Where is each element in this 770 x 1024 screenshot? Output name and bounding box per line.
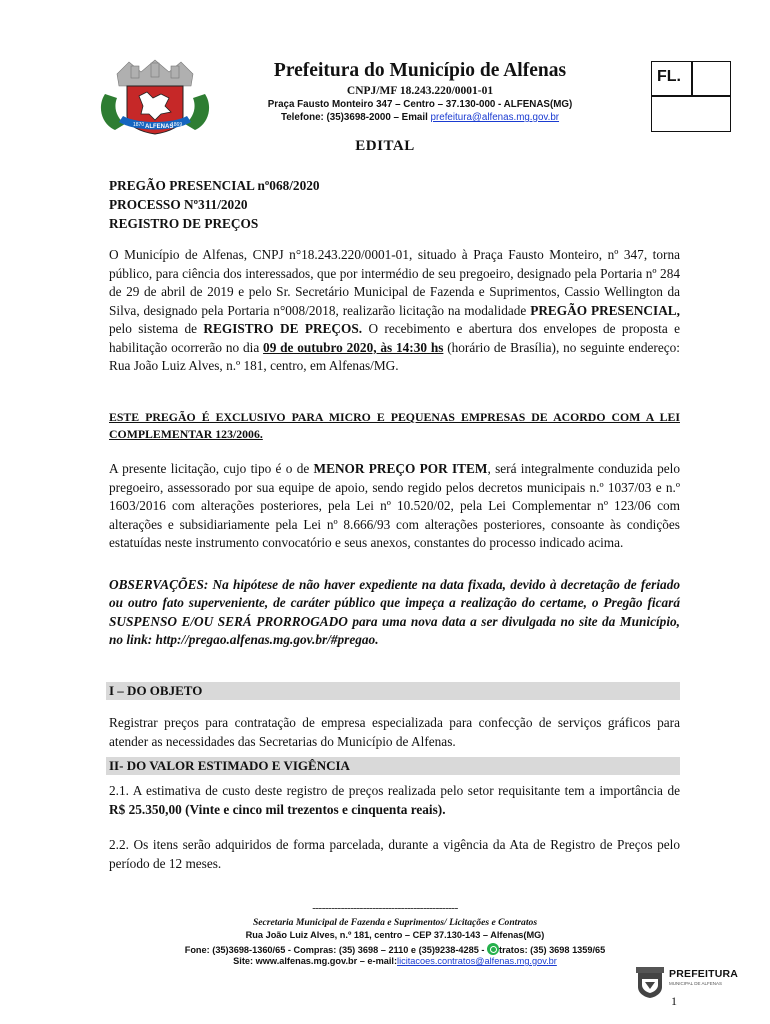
page-number: 1 [671,994,677,1008]
footer-site: Site: www.alfenas.mg.gov.br – e-mail:licitacoes.contratos@alfenas.mg.gov.br [233,956,557,966]
municipality-title: Prefeitura do Município de Alfenas [273,60,567,81]
crest-year-left: 1870 [133,122,145,128]
header-contact [230,112,610,123]
footer-phones: Fone: (35)3698-1360/65 - Compras: (35) 3698 – 2110 e (35)9238-4285 - tratos: (35) 3698 1359/65 [184,945,606,955]
header-phone: Telefone: (35)3698-2000 – Email [280,112,431,123]
document-title: EDITAL [355,138,415,154]
type-paragraph: A presente licitação, cujo tipo é o de MENOR PREÇO POR ITEM, será integralmente conduzida pelo pregoeiro, assessorado por sua equipe de apoio, sendo regido pelos decretos municipais n.º 1037/03 e n.º 1603/2016 com alterações posteriores, pela Lei nº 10.520/02, pela Lei Complementar nº 123/06 com alterações e subsidiariamente pela Lei nº 8.666/93 com alterações posteriores, consoante às condições estatuídas neste instrumento convocatório e seus anexos, constantes do processo indicado acima. [109,461,680,550]
header-email-link[interactable]: prefeitura@alfenas.mg.gov.br [430,112,560,123]
crest-text: ALFENAS [145,124,174,130]
exclusive-notice: ESTE PREGÃO É EXCLUSIVO PARA MICRO E PEQUENAS EMPRESAS DE ACORDO COM A LEI COMPLEMENTAR 123/2006. [109,410,680,441]
folio-label: FL. [657,68,681,85]
processo-number: PROCESSO Nº311/2020 [109,197,248,212]
footer-secretaria: Secretaria Municipal de Fazenda e Suprimentos/ Licitações e Contratos [252,917,538,928]
footer-divider: ---------------------------------------------- [312,902,458,914]
section-heading-valor: II- DO VALOR ESTIMADO E VIGÊNCIA [106,757,680,775]
observations-paragraph: OBSERVAÇÕES: Na hipótese de não haver expediente na data fixada, devido à decretação de feriado ou outro fato superveniente, de caráter público que impeça a realização do certame, o Pregão ficará SUSPENSO E/OU SERÁ PRORROGADO para uma nova data a ser divulgada no site da Município, no link: http://pregao.alfenas.mg.gov.br/#pregao. [109,577,680,647]
footer-logo-sub: MUNICIPAL DE ALFENAS [669,981,723,986]
valor-paragraph: 2.1. A estimativa de custo deste registro de preços realizada pelo setor requisitante tem a importância de R$ 25.350,00 (Vinte e cinco mil trezentos e cinquenta reais). [109,783,680,817]
footer-crest-icon [634,965,666,999]
section-heading-objeto: I – DO OBJETO [106,682,680,700]
prefeitura-footer-logo [634,965,739,1001]
registro-label: REGISTRO DE PREÇOS [109,216,259,231]
document-identifiers [109,176,680,233]
folio-box [651,61,731,132]
pregao-number: PREGÃO PRESENCIAL nº068/2020 [109,178,320,193]
crest-year-right: 1869 [171,122,183,128]
objeto-paragraph: Registrar preços para contratação de empresa especializada para confecção de serviços gráficos para atender as necessidades das Secretarias do Município de Alfenas. [109,715,680,749]
header-address: Praça Fausto Monteiro 347 – Centro – 37.130-000 - ALFENAS(MG) [267,99,573,110]
vigencia-paragraph: 2.2. Os itens serão adquiridos de forma parcelada, durante a vigência da Ata de Registro de Preços pelo período de 12 meses. [109,837,680,871]
municipal-crest-logo [95,58,215,136]
footer-email-link[interactable]: licitacoes.contratos@alfenas.mg.gov.br [397,956,557,966]
whatsapp-icon [487,943,499,955]
footer-logo-label: PREFEITURA [669,968,739,980]
header-cnpj: CNPJ/MF 18.243.220/0001-01 [346,85,494,97]
footer-address: Rua João Luiz Alves, n.º 181, centro – CEP 37.130-143 – Alfenas(MG) [245,930,545,940]
intro-paragraph: O Município de Alfenas, CNPJ n°18.243.220/0001-01, situado à Praça Fausto Monteiro, nº 347, torna público, para ciência dos interessados, que por intermédio de seu pregoeiro, designado pela Portaria nº 284 de 29 de abril de 2019 e pelo Sr. Secretário Municipal de Fazenda e Suprimentos, Cassio Wellington da Silva, designado pela Portaria n°008/2018, realizarão licitação na modalidade PREGÃO PRESENCIAL, pelo sistema de REGISTRO DE PREÇOS. O recebimento e abertura dos envelopes de proposta e habilitação ocorrerão no dia 09 de outubro 2020, às 14:30 hs (horário de Brasília), no seguinte endereço: Rua João Luiz Alves, n.º 181, centro, em Alfenas/MG. [109,247,680,373]
